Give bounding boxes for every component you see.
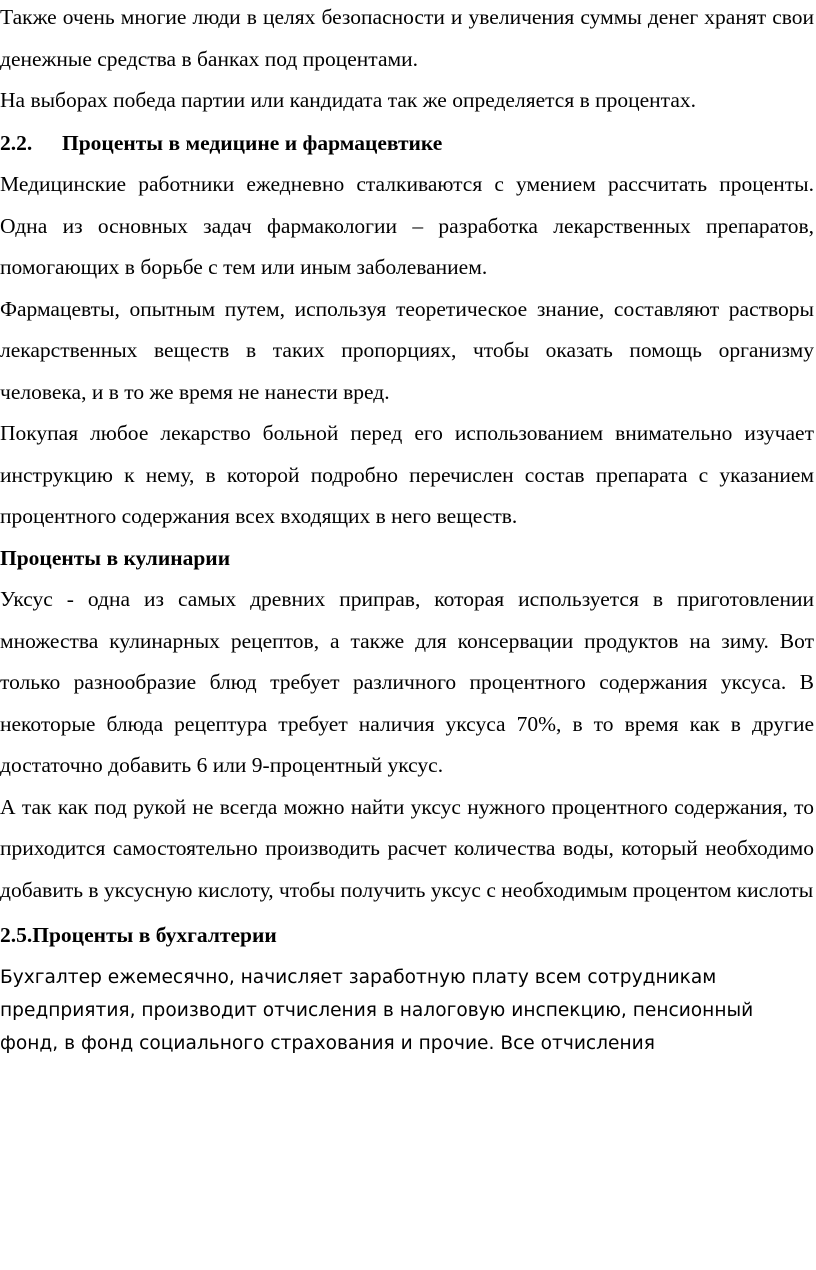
section-title: Проценты в медицине и фармацевтике	[62, 130, 443, 155]
section-number: 2.2.	[0, 130, 33, 155]
section-title: Проценты в бухгалтерии	[32, 923, 277, 947]
paragraph-bank-savings: Также очень многие люди в целях безопасности и увеличения суммы денег хранят свои денежные средства в банках под процентами.	[0, 5, 814, 71]
section-number: 2.5.	[0, 923, 33, 947]
section-heading-medicine	[0, 123, 816, 165]
paragraph-vinegar: Уксус - одна из самых древних приправ, которая используется в приготовлении множества кулинарных рецептов, а также для консервации продуктов на зиму. Вот только разнообразие блюд требует различного процентного содержания уксуса. В некоторые блюда рецептура требует наличия уксуса 70%, в то время как в другие достаточно добавить 6 или 9-процентный уксус.	[0, 587, 814, 777]
paragraph-pharmacists: Фармацевты, опытным путем, используя теоретическое знание, составляют растворы лекарственных веществ в таких пропорциях, чтобы оказать помощь организму человека, и в то же время не нанести вред.	[0, 296, 814, 404]
paragraph-accountant: Бухгалтер ежемесячно, начисляет заработную плату всем сотрудникам предприятия, производит отчисления в налоговую инспекцию, пенсионный фонд, в фонд социального страхования и прочие. Все отчисления	[0, 967, 754, 1054]
section-heading-accounting	[0, 913, 816, 957]
paragraph-elections: На выборах победа партии или кандидата так же определяется в процентах.	[0, 88, 696, 112]
paragraph-medicine-instructions: Покупая любое лекарство больной перед его использованием внимательно изучает инструкцию к нему, в которой подробно перечислен состав препарата с указанием процентного содержания всех входящих в него веществ.	[0, 421, 814, 528]
paragraph-vinegar-dilution: А так как под рукой не всегда можно найти уксус нужного процентного содержания, то приходится самостоятельно производить расчет количества воды, который необходимо добавить в уксусную кислоту, чтобы получить уксус с необходимым процентом кислоты	[0, 794, 814, 902]
section-title: Проценты в кулинарии	[0, 545, 231, 570]
paragraph-medical-workers: Медицинские работники ежедневно сталкиваются с умением рассчитать проценты. Одна из основных задач фармакологии – разработка лекарственных препаратов, помогающих в борьбе с тем или иным заболеванием.	[0, 172, 814, 279]
section-heading-cooking	[0, 538, 816, 580]
